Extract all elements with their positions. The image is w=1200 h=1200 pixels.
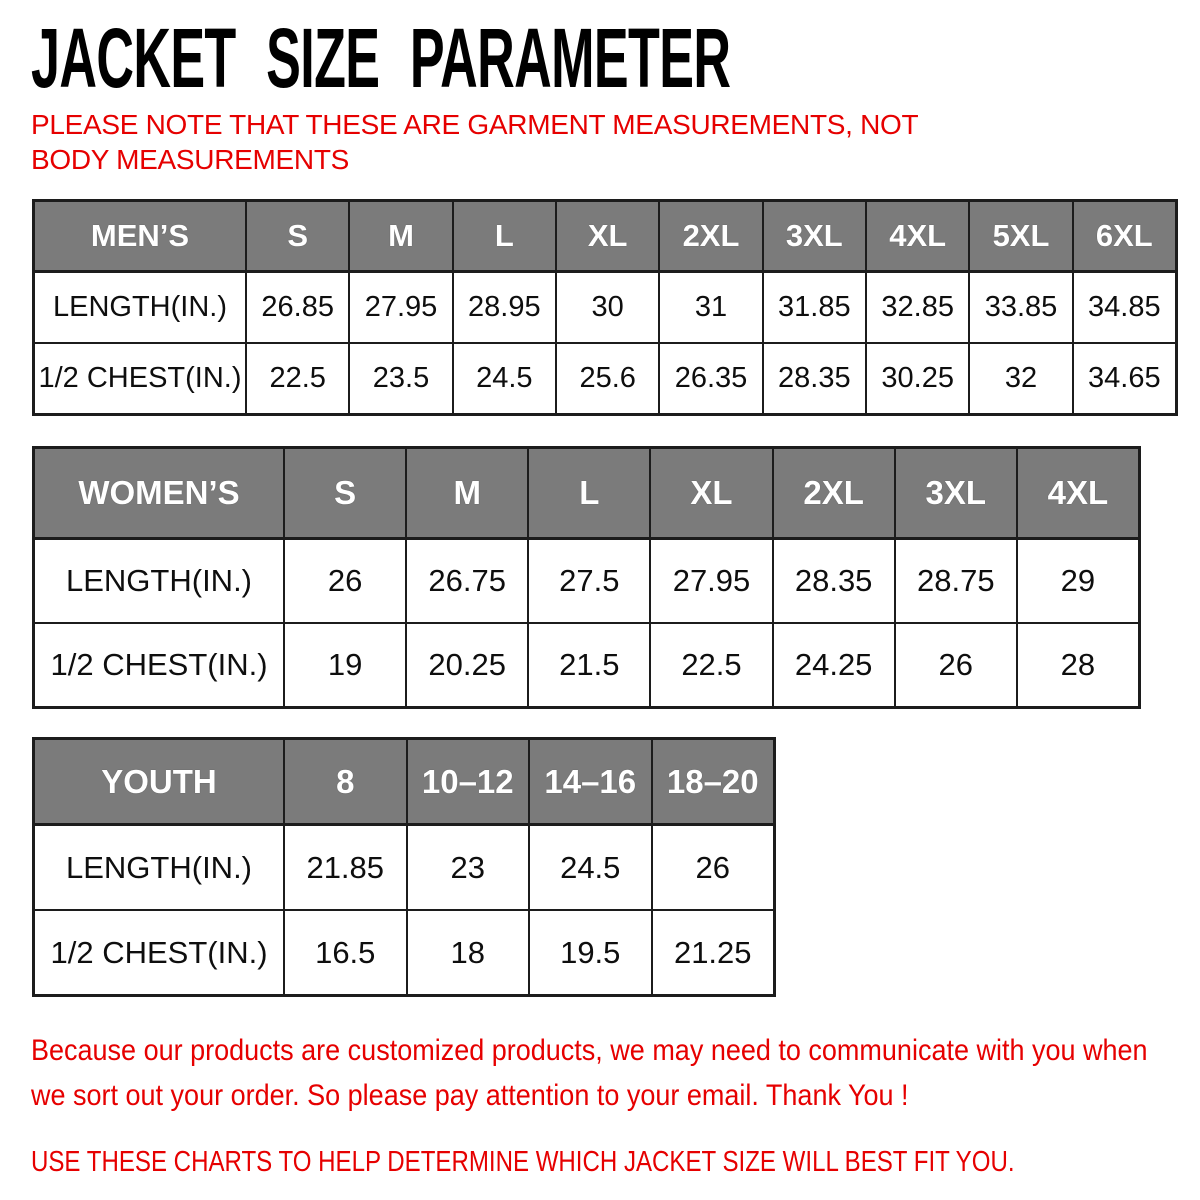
mens-size-header-cell: M [349, 201, 452, 272]
womens-table-title-cell: WOMEN’S [34, 448, 284, 539]
mens-value-cell: 28.95 [453, 272, 556, 343]
mens-size-header-cell: 2XL [659, 201, 762, 272]
womens-size-header-cell: S [284, 448, 406, 539]
womens-value-cell: 28.35 [773, 539, 895, 623]
mens-size-header-cell: 4XL [866, 201, 969, 272]
mens-value-cell: 32.85 [866, 272, 969, 343]
mens-size-header-cell: 3XL [763, 201, 866, 272]
womens-value-cell: 21.5 [528, 623, 650, 707]
youth-row-label-cell: 1/2 CHEST(IN.) [34, 910, 284, 995]
womens-row-label-cell: 1/2 CHEST(IN.) [34, 623, 284, 707]
womens-size-header-cell: M [406, 448, 528, 539]
mens-value-cell: 30.25 [866, 343, 969, 414]
mens-value-cell: 33.85 [969, 272, 1072, 343]
womens-size-header-cell: XL [650, 448, 772, 539]
womens-size-table [32, 446, 1141, 709]
mens-value-cell: 25.6 [556, 343, 659, 414]
fit-advice-note: USE THESE CHARTS TO HELP DETERMINE WHICH JACKET SIZE WILL BEST FIT YOU. [31, 1145, 1015, 1178]
mens-size-header-cell: S [246, 201, 349, 272]
mens-value-cell: 27.95 [349, 272, 452, 343]
womens-value-cell: 26 [895, 623, 1017, 707]
mens-value-cell: 26.85 [246, 272, 349, 343]
mens-value-cell: 26.35 [659, 343, 762, 414]
mens-value-cell: 31 [659, 272, 762, 343]
youth-row-label-cell: LENGTH(IN.) [34, 825, 284, 910]
womens-value-cell: 27.95 [650, 539, 772, 623]
mens-size-header-cell: XL [556, 201, 659, 272]
page-title: JACKET SIZE PARAMETER [31, 11, 731, 105]
youth-size-header-cell: 8 [284, 739, 407, 825]
womens-value-cell: 27.5 [528, 539, 650, 623]
womens-size-header-cell: 2XL [773, 448, 895, 539]
mens-table-title-cell: MEN’S [34, 201, 246, 272]
youth-table-title-cell: YOUTH [34, 739, 284, 825]
mens-value-cell: 24.5 [453, 343, 556, 414]
womens-value-cell: 24.25 [773, 623, 895, 707]
womens-value-cell: 26.75 [406, 539, 528, 623]
mens-value-cell: 34.85 [1073, 272, 1176, 343]
youth-value-cell: 21.25 [652, 910, 775, 995]
youth-value-cell: 21.85 [284, 825, 407, 910]
mens-size-header-cell: 5XL [969, 201, 1072, 272]
youth-size-header-cell: 18–20 [652, 739, 775, 825]
garment-measurement-note: PLEASE NOTE THAT THESE ARE GARMENT MEASUREMENTS, NOT BODY MEASUREMENTS [31, 109, 918, 175]
womens-size-header-cell: L [528, 448, 650, 539]
youth-size-table [32, 737, 776, 997]
womens-value-cell: 19 [284, 623, 406, 707]
mens-size-header-cell: 6XL [1073, 201, 1176, 272]
womens-value-cell: 29 [1017, 539, 1139, 623]
mens-size-table [32, 199, 1178, 416]
youth-size-header-cell: 14–16 [529, 739, 652, 825]
youth-value-cell: 19.5 [529, 910, 652, 995]
youth-value-cell: 23 [407, 825, 530, 910]
youth-value-cell: 26 [652, 825, 775, 910]
womens-value-cell: 22.5 [650, 623, 772, 707]
mens-value-cell: 34.65 [1073, 343, 1176, 414]
womens-size-header-cell: 4XL [1017, 448, 1139, 539]
customization-notice: Because our products are customized products, we may need to communicate with you when we sort out your order. So please pay attention to your email. Thank You ! [31, 1034, 1148, 1112]
mens-size-header-cell: L [453, 201, 556, 272]
womens-value-cell: 28.75 [895, 539, 1017, 623]
mens-row-label-cell: LENGTH(IN.) [34, 272, 246, 343]
youth-value-cell: 16.5 [284, 910, 407, 995]
womens-row-label-cell: LENGTH(IN.) [34, 539, 284, 623]
mens-value-cell: 28.35 [763, 343, 866, 414]
mens-value-cell: 31.85 [763, 272, 866, 343]
womens-value-cell: 20.25 [406, 623, 528, 707]
womens-size-header-cell: 3XL [895, 448, 1017, 539]
womens-value-cell: 28 [1017, 623, 1139, 707]
mens-row-label-cell: 1/2 CHEST(IN.) [34, 343, 246, 414]
youth-value-cell: 24.5 [529, 825, 652, 910]
mens-value-cell: 22.5 [246, 343, 349, 414]
mens-value-cell: 23.5 [349, 343, 452, 414]
mens-value-cell: 32 [969, 343, 1072, 414]
mens-value-cell: 30 [556, 272, 659, 343]
womens-value-cell: 26 [284, 539, 406, 623]
youth-size-header-cell: 10–12 [407, 739, 530, 825]
youth-value-cell: 18 [407, 910, 530, 995]
